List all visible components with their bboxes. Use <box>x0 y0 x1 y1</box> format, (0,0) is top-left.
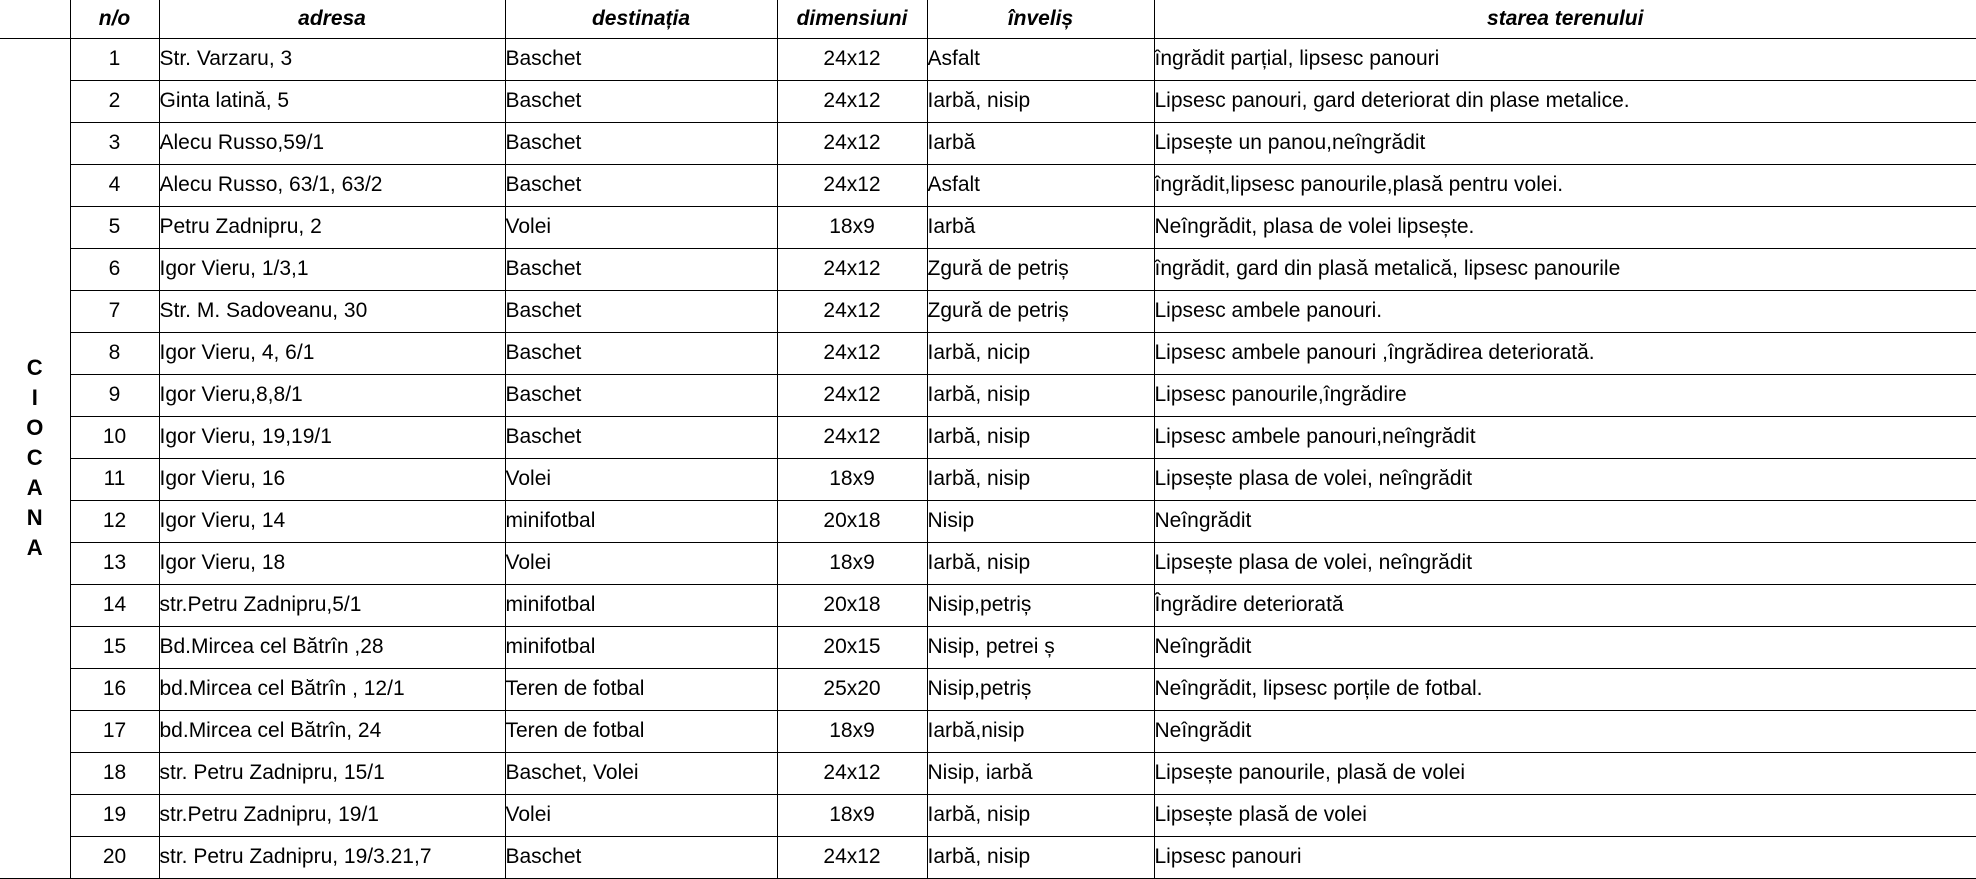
cell-surface: Nisip,petriș <box>927 584 1154 626</box>
table-body <box>0 38 1976 878</box>
cell-dimensions: 24x12 <box>777 836 927 878</box>
cell-surface: Asfalt <box>927 38 1154 80</box>
cell-dimensions: 24x12 <box>777 164 927 206</box>
cell-dimensions: 24x12 <box>777 38 927 80</box>
table-row <box>0 794 1976 836</box>
cell-no: 17 <box>70 710 159 752</box>
cell-surface: Iarbă,nisip <box>927 710 1154 752</box>
table-row <box>0 332 1976 374</box>
column-header-dimensions: dimensiuni <box>777 0 927 38</box>
cell-dimensions: 18x9 <box>777 794 927 836</box>
cell-no: 11 <box>70 458 159 500</box>
cell-address: Igor Vieru, 19,19/1 <box>159 416 505 458</box>
cell-no: 5 <box>70 206 159 248</box>
cell-no: 14 <box>70 584 159 626</box>
cell-no: 2 <box>70 80 159 122</box>
cell-dimensions: 20x18 <box>777 500 927 542</box>
district-letter: A <box>26 475 43 500</box>
cell-purpose: Volei <box>505 542 777 584</box>
cell-no: 6 <box>70 248 159 290</box>
cell-address: Alecu Russo, 63/1, 63/2 <box>159 164 505 206</box>
cell-surface: Nisip, iarbă <box>927 752 1154 794</box>
cell-address: Igor Vieru, 14 <box>159 500 505 542</box>
cell-condition: Lipsesc ambele panouri. <box>1154 290 1976 332</box>
cell-surface: Iarbă, nisip <box>927 374 1154 416</box>
cell-no: 4 <box>70 164 159 206</box>
cell-address: str.Petru Zadnipru,5/1 <box>159 584 505 626</box>
cell-surface: Asfalt <box>927 164 1154 206</box>
cell-address: Alecu Russo,59/1 <box>159 122 505 164</box>
table-row <box>0 626 1976 668</box>
cell-address: Igor Vieru, 1/3,1 <box>159 248 505 290</box>
cell-condition: Neîngrădit, lipsesc porțile de fotbal. <box>1154 668 1976 710</box>
cell-dimensions: 24x12 <box>777 290 927 332</box>
cell-purpose: Baschet <box>505 290 777 332</box>
cell-surface: Iarbă, nisip <box>927 542 1154 584</box>
cell-dimensions: 24x12 <box>777 374 927 416</box>
cell-dimensions: 18x9 <box>777 206 927 248</box>
cell-purpose: Baschet <box>505 122 777 164</box>
cell-surface: Zgură de petriș <box>927 248 1154 290</box>
cell-purpose: Baschet, Volei <box>505 752 777 794</box>
cell-no: 13 <box>70 542 159 584</box>
cell-surface: Iarbă, nicip <box>927 332 1154 374</box>
cell-surface: Iarbă, nisip <box>927 416 1154 458</box>
cell-dimensions: 24x12 <box>777 80 927 122</box>
district-letter: I <box>31 385 38 410</box>
cell-condition: Neîngrădit <box>1154 500 1976 542</box>
column-header-no: n/o <box>70 0 159 38</box>
cell-no: 20 <box>70 836 159 878</box>
cell-dimensions: 24x12 <box>777 122 927 164</box>
cell-surface: Nisip,petriș <box>927 668 1154 710</box>
cell-address: bd.Mircea cel Bătrîn , 12/1 <box>159 668 505 710</box>
cell-address: Petru Zadnipru, 2 <box>159 206 505 248</box>
cell-address: Igor Vieru,8,8/1 <box>159 374 505 416</box>
cell-no: 10 <box>70 416 159 458</box>
cell-condition: Lipsește plasă de volei <box>1154 794 1976 836</box>
cell-address: Str. M. Sadoveanu, 30 <box>159 290 505 332</box>
cell-condition: Neîngrădit <box>1154 710 1976 752</box>
table-row <box>0 836 1976 878</box>
district-cell <box>0 38 70 878</box>
cell-condition: Neîngrădit, plasa de volei lipsește. <box>1154 206 1976 248</box>
cell-dimensions: 24x12 <box>777 416 927 458</box>
cell-condition: Lipsesc ambele panouri ,îngrădirea deteriorată. <box>1154 332 1976 374</box>
cell-condition: Lipsesc panouri, gard deteriorat din plase metalice. <box>1154 80 1976 122</box>
column-header-district <box>0 0 70 38</box>
cell-address: str. Petru Zadnipru, 19/3.21,7 <box>159 836 505 878</box>
cell-purpose: minifotbal <box>505 626 777 668</box>
cell-address: Igor Vieru, 4, 6/1 <box>159 332 505 374</box>
cell-condition: Lipsește plasa de volei, neîngrădit <box>1154 458 1976 500</box>
cell-surface: Iarbă, nisip <box>927 794 1154 836</box>
cell-dimensions: 24x12 <box>777 752 927 794</box>
cell-condition: Lipsește plasa de volei, neîngrădit <box>1154 542 1976 584</box>
district-letter: O <box>26 415 44 440</box>
table-row <box>0 164 1976 206</box>
cell-condition: Lipsesc panourile,îngrădire <box>1154 374 1976 416</box>
cell-condition: Lipsesc ambele panouri,neîngrădit <box>1154 416 1976 458</box>
cell-surface: Iarbă, nisip <box>927 836 1154 878</box>
cell-no: 9 <box>70 374 159 416</box>
header-row <box>0 0 1976 38</box>
district-letter: N <box>26 505 43 530</box>
cell-no: 3 <box>70 122 159 164</box>
table-row <box>0 38 1976 80</box>
cell-dimensions: 24x12 <box>777 248 927 290</box>
table-row <box>0 80 1976 122</box>
cell-no: 15 <box>70 626 159 668</box>
cell-no: 19 <box>70 794 159 836</box>
table-row <box>0 248 1976 290</box>
cell-dimensions: 24x12 <box>777 332 927 374</box>
table-row <box>0 584 1976 626</box>
cell-no: 18 <box>70 752 159 794</box>
cell-purpose: Baschet <box>505 80 777 122</box>
cell-purpose: Baschet <box>505 416 777 458</box>
cell-address: Igor Vieru, 16 <box>159 458 505 500</box>
cell-purpose: Baschet <box>505 374 777 416</box>
table-row <box>0 206 1976 248</box>
cell-no: 16 <box>70 668 159 710</box>
cell-dimensions: 18x9 <box>777 710 927 752</box>
cell-address: Str. Varzaru, 3 <box>159 38 505 80</box>
cell-surface: Iarbă, nisip <box>927 80 1154 122</box>
column-header-purpose: destinația <box>505 0 777 38</box>
cell-dimensions: 18x9 <box>777 458 927 500</box>
cell-purpose: minifotbal <box>505 584 777 626</box>
cell-dimensions: 20x15 <box>777 626 927 668</box>
cell-purpose: Volei <box>505 206 777 248</box>
cell-address: Ginta latină, 5 <box>159 80 505 122</box>
cell-purpose: minifotbal <box>505 500 777 542</box>
cell-purpose: Baschet <box>505 332 777 374</box>
table-row <box>0 752 1976 794</box>
cell-condition: Neîngrădit <box>1154 626 1976 668</box>
cell-purpose: Volei <box>505 794 777 836</box>
cell-address: str. Petru Zadnipru, 15/1 <box>159 752 505 794</box>
cell-condition: îngrădit, gard din plasă metalică, lipsesc panourile <box>1154 248 1976 290</box>
cell-no: 12 <box>70 500 159 542</box>
cell-address: Igor Vieru, 18 <box>159 542 505 584</box>
column-header-condition: starea terenului <box>1154 0 1976 38</box>
district-letter: C <box>26 355 43 380</box>
cell-condition: Lipsește un panou,neîngrădit <box>1154 122 1976 164</box>
cell-surface: Nisip <box>927 500 1154 542</box>
cell-purpose: Baschet <box>505 248 777 290</box>
cell-dimensions: 25x20 <box>777 668 927 710</box>
column-header-address: adresa <box>159 0 505 38</box>
cell-dimensions: 18x9 <box>777 542 927 584</box>
cell-surface: Nisip, petrei ș <box>927 626 1154 668</box>
table-row <box>0 122 1976 164</box>
cell-condition: Lipsesc panouri <box>1154 836 1976 878</box>
column-header-surface: înveliș <box>927 0 1154 38</box>
cell-address: bd.Mircea cel Bătrîn, 24 <box>159 710 505 752</box>
table-row <box>0 668 1976 710</box>
cell-purpose: Volei <box>505 458 777 500</box>
table-row <box>0 542 1976 584</box>
cell-condition: îngrădit parțial, lipsesc panouri <box>1154 38 1976 80</box>
table-row <box>0 290 1976 332</box>
cell-address: str.Petru Zadnipru, 19/1 <box>159 794 505 836</box>
cell-condition: Îngrădire deteriorată <box>1154 584 1976 626</box>
table-row <box>0 710 1976 752</box>
cell-purpose: Baschet <box>505 38 777 80</box>
cell-address: Bd.Mircea cel Bătrîn ,28 <box>159 626 505 668</box>
cell-no: 7 <box>70 290 159 332</box>
cell-purpose: Baschet <box>505 164 777 206</box>
cell-dimensions: 20x18 <box>777 584 927 626</box>
cell-surface: Iarbă <box>927 206 1154 248</box>
cell-surface: Zgură de petriș <box>927 290 1154 332</box>
cell-purpose: Teren de fotbal <box>505 668 777 710</box>
cell-surface: Iarbă <box>927 122 1154 164</box>
table-row <box>0 374 1976 416</box>
cell-condition: Lipsește panourile, plasă de volei <box>1154 752 1976 794</box>
table-row <box>0 458 1976 500</box>
district-letter: C <box>26 445 43 470</box>
cell-no: 1 <box>70 38 159 80</box>
district-letter: A <box>26 535 43 560</box>
cell-purpose: Baschet <box>505 836 777 878</box>
cell-purpose: Teren de fotbal <box>505 710 777 752</box>
table-row <box>0 416 1976 458</box>
table-row <box>0 500 1976 542</box>
cell-surface: Iarbă, nisip <box>927 458 1154 500</box>
cell-no: 8 <box>70 332 159 374</box>
cell-condition: îngrădit,lipsesc panourile,plasă pentru volei. <box>1154 164 1976 206</box>
